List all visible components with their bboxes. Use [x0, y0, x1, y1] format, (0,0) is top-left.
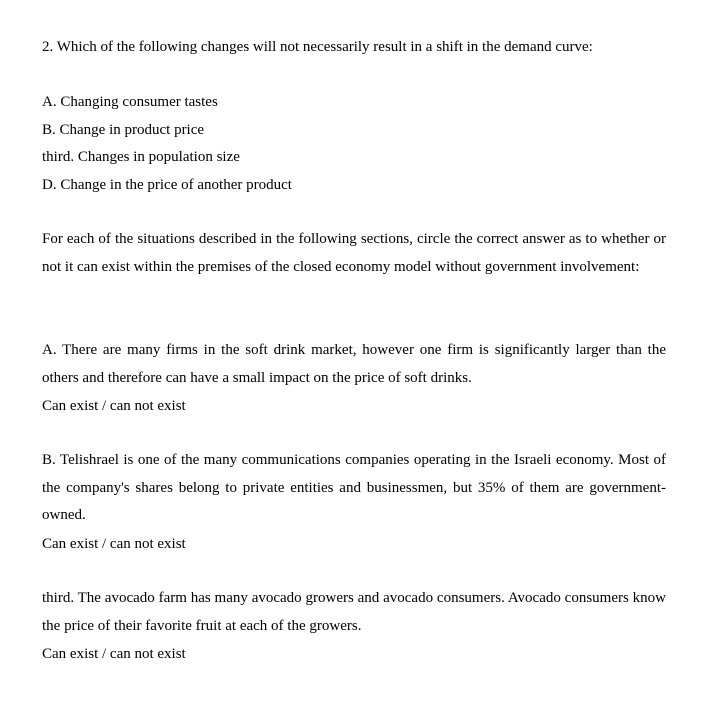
section-a-text: A. There are many firms in the soft drink market, however one firm is significantly larger than the others and therefore can have a small impact on the price of soft drinks. [42, 342, 666, 386]
section-b-text: B. Telishrael is one of the many communications companies operating in the Israeli economy. Most of the company's shares belong to private entities and businessmen, but 35% of them are government-owned. [42, 452, 666, 523]
section-c-text: third. The avocado farm has many avocado growers and avocado consumers. Avocado consumers know the price of their favorite fruit at each of the growers. [42, 590, 666, 634]
instructions-paragraph: For each of the situations described in the following sections, circle the correct answer as to whether or not it can exist within the premises of the closed economy model without government involvement: [42, 231, 666, 275]
question-title: 2. Which of the following changes will not necessarily result in a shift in the demand curve: [42, 39, 593, 55]
option-b: B. Change in product price [42, 122, 205, 138]
section-b-answer: Can exist / can not exist [42, 536, 186, 552]
section-a-answer: Can exist / can not exist [42, 398, 186, 414]
option-a: A. Changing consumer tastes [42, 94, 218, 110]
option-c: third. Changes in population size [42, 149, 240, 165]
option-d: D. Change in the price of another product [42, 177, 292, 193]
section-c-answer: Can exist / can not exist [42, 646, 186, 662]
